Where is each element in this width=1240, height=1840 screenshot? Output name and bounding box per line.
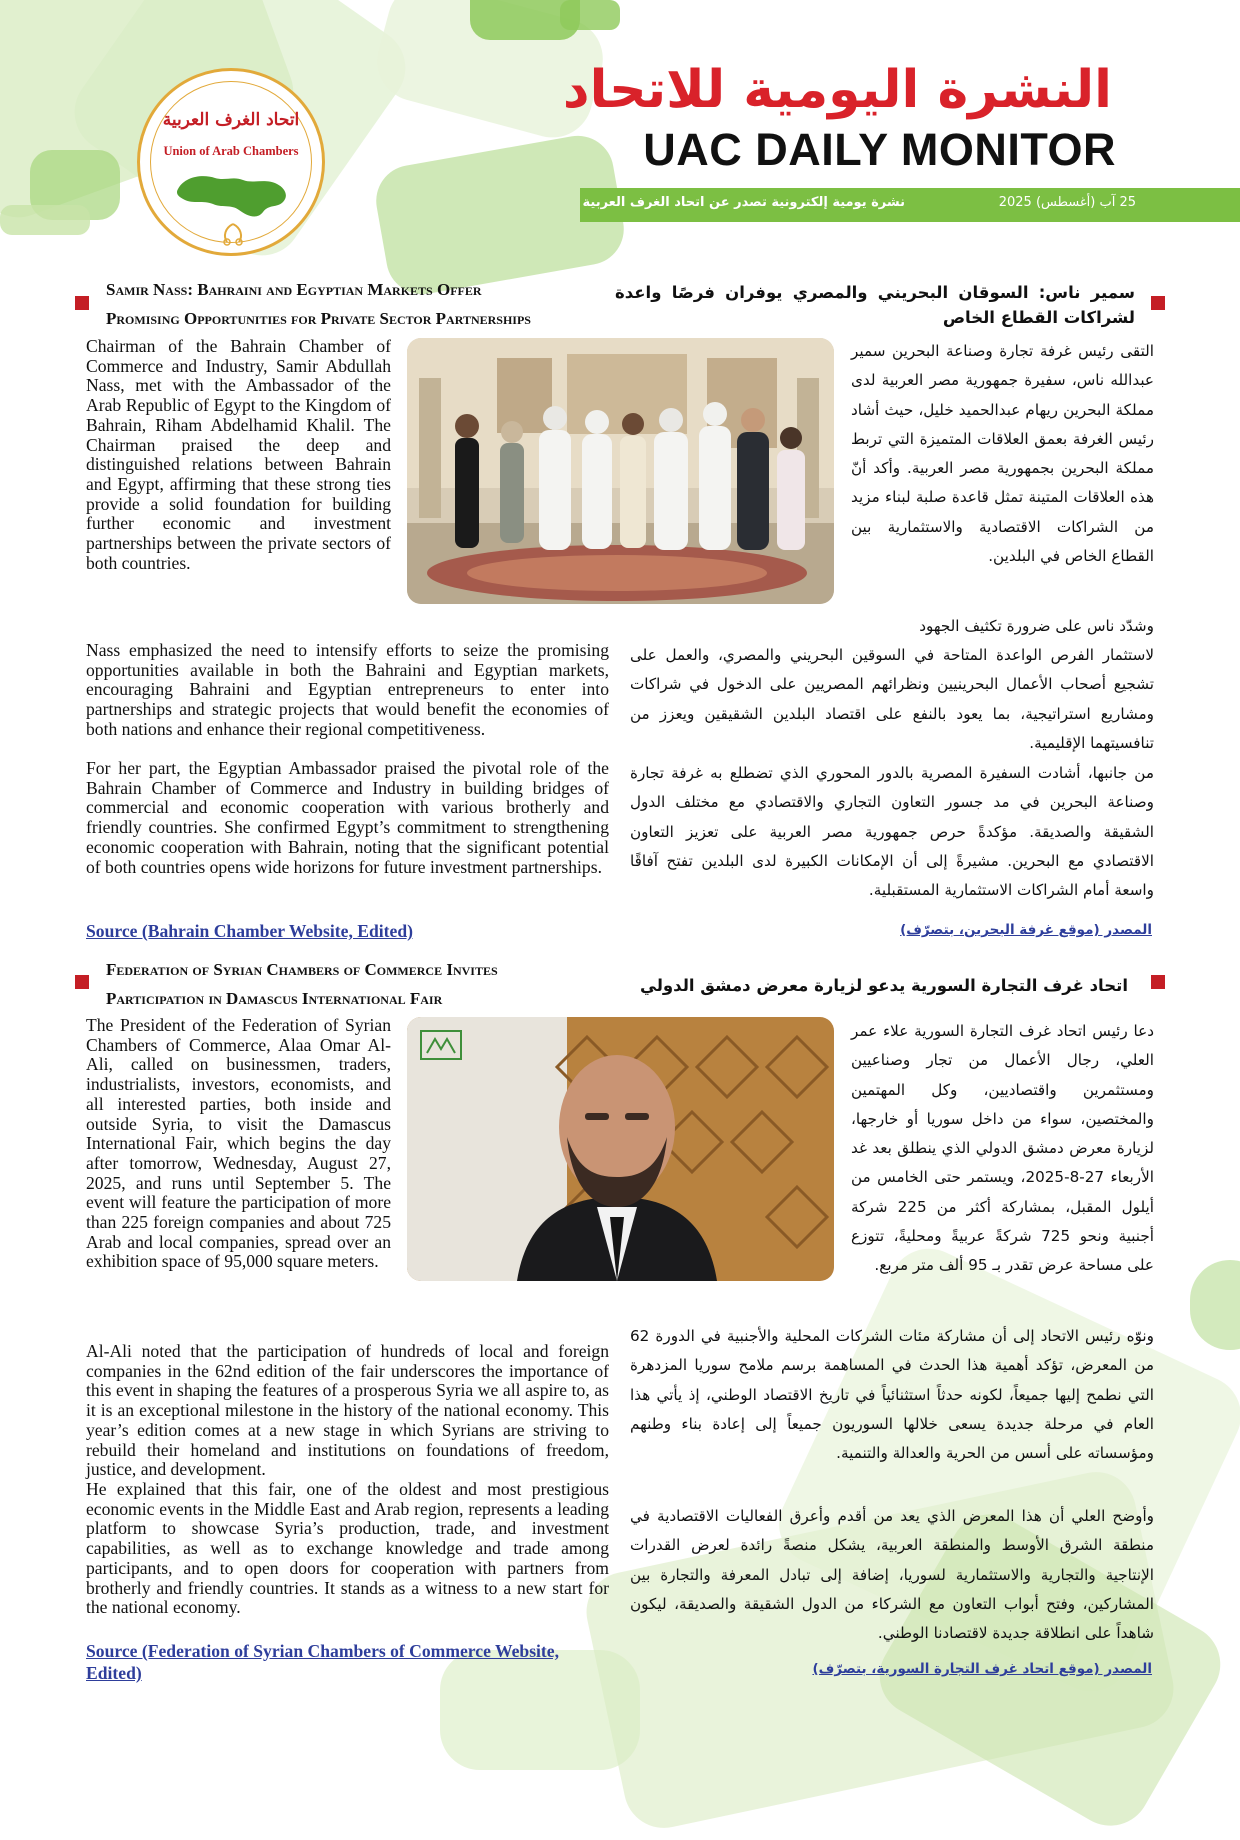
heading-bullet — [75, 975, 89, 989]
article2-english-paragraph3: He explained that this fair, one of the oldest and most prestigious economic events in the Middle East and Arab region, represents a leading platform to showcase Syria’s production, trade, and investment capabilities, as well as to exchange knowledge and trade among participants, and to open doors for cooperation with partners from brotherly and friendly countries. It stands as a witness to a new start for the national economy. — [86, 1479, 609, 1618]
background-shape — [0, 205, 90, 235]
article2-source-link-arabic[interactable]: المصدر (موقع اتحاد غرف التجارة السورية، بتصرّف) — [812, 1661, 1152, 1677]
logo-english-text: Union of Arab Chambers — [163, 144, 299, 158]
article2-photo — [407, 1017, 834, 1281]
heading-bullet — [75, 296, 89, 310]
article2-source-link-english[interactable]: Source (Federation of Syrian Chambers of Commerce Website, Edited) — [86, 1641, 560, 1683]
issue-date: 25 آب (أغسطس) 2025 — [998, 195, 1136, 210]
uac-logo — [137, 68, 325, 256]
article1-arabic-intro: التقى رئيس غرفة تجارة وصناعة البحرين سمير عبدالله ناس، سفيرة جمهورية مصر العربية لدى مملكة البحرين ريهام عبدالحميد خليل، حيث أشاد رئيس الغرفة بعمق العلاقات المتميزة التي تربط مملكة البحرين بجمهورية مصر العربية. وأكد أنّ هذه العلاقات المتينة تمثل قاعدة صلبة لبناء مزيد من الشراكات الاقتصادية والاستثمارية بين القطاع الخاص في البلدين. — [851, 342, 1154, 566]
article2-arabic-paragraph2: ونوّه رئيس الاتحاد إلى أن مشاركة مئات الشركات المحلية والأجنبية في الدورة 62 من المعرض، تؤكد أهمية هذا الحدث في المساهمة برسم ملامح سوريا المزدهرة التي نطمح إليها جميعاً، لكونه حدثاً استثنائياً في تاريخ الاقتصاد الوطني، إذ يأتي هذا العام في مرحلة جديدة يسعى خلالها السوريون جميعاً إلى إعادة بناء وطنهم ومؤسساته على أسس من الحرية والعدالة والتنمية. — [630, 1327, 1154, 1463]
article1-heading-english — [106, 275, 626, 333]
article1-arabic-paragraph3: من جانبها، أشادت السفيرة المصرية بالدور المحوري الذي تضطلع به غرفة تجارة وصناعة البحرين في مد جسور التعاون التجاري والاقتصادي مع مختلف الدول الشقيقة والصديقة. مؤكدةً حرص جمهورية مصر العربية على تعزيز التعاون الاقتصادي مع البحرين. مشيرةً إلى أن الإمكانات الكبيرة لدى البلدين تفتح آفاقًا واسعة أمام الشراكات الاستثمارية المستقبلية. — [630, 764, 1154, 900]
article1-heading-line1: Samir Nass: Bahraini and Egyptian Markets Offer — [106, 280, 482, 299]
masthead-subtitle: نشرة يومية إلكترونية تصدر عن اتحاد الغرف العربية — [582, 195, 905, 210]
heading-bullet — [1151, 975, 1165, 989]
article1-english-paragraph2: Nass emphasized the need to intensify efforts to seize the promising opportunities available in both the Bahraini and Egyptian markets, encouraging Bahraini and Egyptian entrepreneurs to enter into partnerships and strategic projects that would benefit the economies of both nations and enhance their regional competitiveness. — [86, 640, 609, 739]
logo-arabic-text: اتحاد الغرف العربية — [162, 110, 300, 130]
arab-world-map-icon — [173, 164, 293, 224]
article1-source-link-english[interactable]: Source (Bahrain Chamber Website, Edited) — [86, 921, 413, 941]
masthead-title-arabic: النشرة اليومية للاتحاد — [562, 60, 1112, 120]
article1-heading-arabic: سمير ناس: السوقان البحريني والمصري يوفران فرصًا واعدة لشراكات القطاع الخاص — [615, 283, 1135, 327]
article1-arabic-paragraph2-line1: وشدّد ناس على ضرورة تكثيف الجهود — [919, 617, 1154, 635]
heading-bullet — [1151, 296, 1165, 310]
laurel-icon — [213, 222, 253, 246]
article1-english-paragraph3: For her part, the Egyptian Ambassador praised the pivotal role of the Bahrain Chamber of Commerce and Industry in building bridges of commercial and economic cooperation with various brotherly and friendly countries. She confirmed Egypt’s commitment to strengthening economic cooperation with Bahrain, noting that the significant potential of both countries opens wide horizons for future investment partnerships. — [86, 758, 609, 877]
article1-english-intro: Chairman of the Bahrain Chamber of Commerce and Industry, Samir Abdullah Nass, met with the Ambassador of the Arab Republic of Egypt to the Kingdom of Bahrain, Riham Abdelhamid Khalil. The Chairman praised the deep and distinguished relations between Bahrain and Egypt, affirming that these strong ties provide a solid foundation for building further economic and investment partnerships between the private sectors of both countries. — [86, 336, 391, 573]
article2-heading-line2: Participation in Damascus International Fair — [106, 989, 443, 1008]
article2-heading-arabic: اتحاد غرف التجارة السورية يدعو لزيارة معرض دمشق الدولي — [640, 976, 1128, 995]
article2-arabic-intro: دعا رئيس اتحاد غرف التجارة السورية علاء عمر العلي، رجال الأعمال من تجار وصناعيين ومستثمرين واقتصاديين، وكل المهتمين والمختصين، سواء من داخل سوريا أو خارجها، لزيارة معرض دمشق الدولي الذي ينطلق بعد غد الأربعاء 27-8-2025، ويستمر حتى الخامس من أيلول المقبل، بمشاركة أكثر من 225 شركة أجنبية ونحو 725 شركةً عربيةً ومحليةً، تتوزع على مساحة عرض تقدر بـ 95 ألف متر مربع. — [851, 1022, 1154, 1275]
logo-inner-ring — [150, 81, 312, 243]
article1-arabic-paragraph2: لاستثمار الفرص الواعدة المتاحة في السوقين البحريني والمصري، والعمل على تشجيع أصحاب الأعمال البحرينيين ونظرائهم المصريين على الدخول في شراكات ومشاريع استراتيجية، بما يعود بالنفع على اقتصاد البلدين الشقيقين ويعزز من تنافسيتهما الإقليمية. — [630, 646, 1154, 752]
article2-heading-line1: Federation of Syrian Chambers of Commerce Invites — [106, 960, 498, 979]
background-shape — [560, 0, 620, 30]
article1-source-link-arabic[interactable]: المصدر (موقع غرفة البحرين، بتصرّف) — [900, 922, 1152, 938]
article2-english-paragraph2: Al-Ali noted that the participation of hundreds of local and foreign companies in the 62nd edition of the fair underscores the importance of this event in shaping the features of a prosperous Syria we all aspire to, as it is an exceptional milestone in the history of the national economy. This year’s edition comes at a new stage in which Syrians are striving to rebuild their homeland and institutions on foundations of freedom, justice, and development. — [86, 1341, 609, 1480]
article1-photo — [407, 338, 834, 604]
article1-heading-line2: Promising Opportunities for Private Sector Partnerships — [106, 309, 531, 328]
masthead-title-english: UAC DAILY MONITOR — [643, 124, 1116, 175]
article2-english-intro: The President of the Federation of Syrian Chambers of Commerce, Alaa Omar Al-Ali, called on businessmen, traders, industrialists, investors, economists, and all interested parties, both inside and outside Syria, to visit the Damascus International Fair, which begins the day after tomorrow, Wednesday, August 27, 2025, and runs until September 5. The event will feature the participation of more than 225 foreign companies and about 725 Arab and local companies, spread over an exhibition space of 95,000 square meters. — [86, 1015, 391, 1272]
article2-heading-english — [106, 955, 626, 1013]
background-shape — [1190, 1260, 1240, 1350]
article2-arabic-paragraph3: وأوضح العلي أن هذا المعرض الذي يعد من أقدم وأعرق الفعاليات الاقتصادية في منطقة الشرق الأوسط والمنطقة العربية، يشكل منصةً رائدة لعرض القدرات الإنتاجية والتجارية والاستثمارية لسوريا، إضافة إلى تبادل المعرفة والتجارة بين المشاركين، وفتح أبواب التعاون مع الشركاء من الدول الشقيقة والصديقة، ليكون شاهداً على انطلاقة جديدة لاقتصادنا الوطني. — [630, 1507, 1154, 1643]
